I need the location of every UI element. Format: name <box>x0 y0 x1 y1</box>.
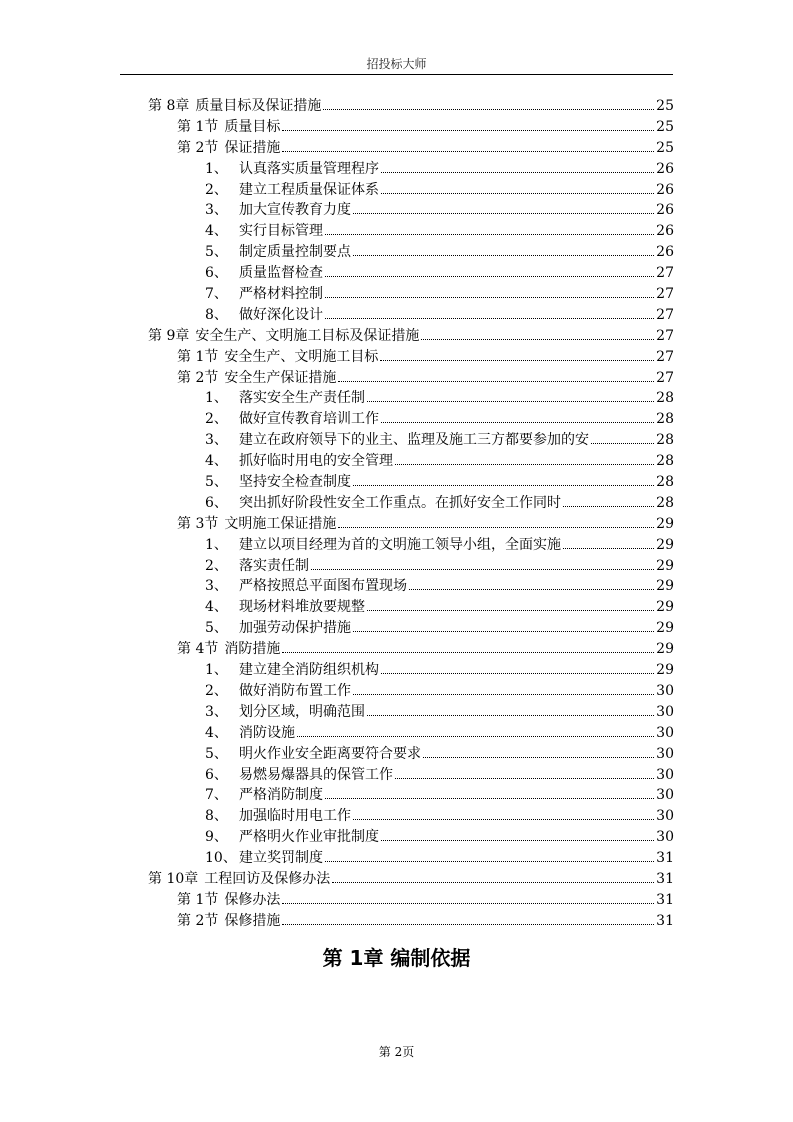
toc-entry-page: 29 <box>656 641 674 658</box>
toc-entry[interactable] <box>148 848 674 869</box>
toc-entry-page: 28 <box>656 494 674 511</box>
toc-entry[interactable] <box>148 556 674 577</box>
toc-leader-dots <box>591 443 654 444</box>
toc-entry-number: 6、 <box>205 766 228 783</box>
toc-entry[interactable] <box>148 911 674 932</box>
toc-leader-dots <box>421 339 654 340</box>
toc-entry-page: 25 <box>656 139 674 156</box>
toc-entry-label <box>205 305 323 326</box>
toc-entry[interactable] <box>148 660 674 681</box>
toc-entry-label <box>205 681 351 702</box>
toc-leader-dots <box>380 360 654 361</box>
toc-entry-number: 1、 <box>205 160 228 177</box>
toc-leader-dots <box>353 485 654 486</box>
toc-entry-title: 做好深化设计 <box>239 306 323 323</box>
toc-entry-page: 30 <box>656 745 674 762</box>
toc-entry-label <box>205 618 351 639</box>
toc-entry[interactable] <box>148 765 674 786</box>
toc-entry-label <box>177 347 378 368</box>
toc-entry-title: 现场材料堆放要规整 <box>239 599 365 616</box>
toc-entry-title: 加强劳动保护措施 <box>239 620 351 637</box>
toc-entry-label <box>205 200 351 221</box>
toc-entry[interactable] <box>148 744 674 765</box>
toc-entry-page: 29 <box>656 599 674 616</box>
toc-entry-page: 28 <box>656 390 674 407</box>
toc-entry-title: 严格按照总平面图布置现场 <box>239 578 407 595</box>
toc-entry[interactable] <box>148 284 674 305</box>
toc-entry[interactable] <box>148 451 674 472</box>
toc-entry[interactable] <box>148 200 674 221</box>
toc-entry[interactable] <box>148 180 674 201</box>
toc-entry-page: 26 <box>656 160 674 177</box>
toc-entry-page: 30 <box>656 682 674 699</box>
toc-entry-label <box>205 576 407 597</box>
toc-leader-dots <box>282 130 654 131</box>
toc-entry-label <box>205 263 323 284</box>
toc-leader-dots <box>367 610 654 611</box>
toc-entry-number: 2、 <box>205 411 228 428</box>
toc-entry-title: 加强临时用电工作 <box>239 808 351 825</box>
toc-leader-dots <box>395 464 654 465</box>
toc-entry-number: 5、 <box>205 244 228 261</box>
toc-entry-label <box>205 284 323 305</box>
toc-leader-dots <box>325 861 654 862</box>
toc-entry-number: 第 3节 <box>177 515 219 532</box>
toc-entry-title: 严格消防制度 <box>239 787 323 804</box>
toc-entry[interactable] <box>148 347 674 368</box>
toc-leader-dots <box>353 213 654 214</box>
toc-entry[interactable] <box>148 827 674 848</box>
toc-leader-dots <box>563 506 654 507</box>
toc-entry-number: 9、 <box>205 829 228 846</box>
toc-entry-number: 第 1节 <box>177 348 219 365</box>
toc-entry-title: 安全生产、文明施工目标及保证措施 <box>195 327 420 344</box>
toc-entry-label <box>205 221 323 242</box>
toc-entry-title: 实行目标管理 <box>239 223 323 240</box>
toc-leader-dots <box>367 401 654 402</box>
toc-entry-label <box>177 368 336 389</box>
toc-entry-title: 坚持安全检查制度 <box>239 474 351 491</box>
toc-entry-title: 易燃易爆器具的保管工作 <box>239 766 393 783</box>
toc-entry-page: 31 <box>656 870 674 887</box>
toc-entry[interactable] <box>148 576 674 597</box>
toc-entry-title: 认真落实质量管理程序 <box>239 160 379 177</box>
toc-entry-title: 加大宣传教育力度 <box>239 202 351 219</box>
toc-entry-page: 30 <box>656 766 674 783</box>
toc-entry-page: 28 <box>656 453 674 470</box>
toc-entry-page: 29 <box>656 578 674 595</box>
toc-leader-dots <box>282 903 654 904</box>
toc-entry-title: 明火作业安全距离要符合要求 <box>239 745 421 762</box>
toc-entry-title: 安全生产保证措施 <box>224 369 337 386</box>
toc-entry[interactable] <box>148 409 674 430</box>
toc-leader-dots <box>325 297 654 298</box>
toc-entry-label <box>148 326 419 347</box>
toc-leader-dots <box>332 882 654 883</box>
toc-entry[interactable] <box>148 388 674 409</box>
toc-entry-page: 27 <box>656 369 674 386</box>
toc-leader-dots <box>282 151 654 152</box>
toc-entry[interactable] <box>148 869 674 890</box>
toc-entry-title: 严格材料控制 <box>239 286 323 303</box>
toc-entry-page: 27 <box>656 348 674 365</box>
toc-entry-number: 5、 <box>205 745 228 762</box>
toc-entry-number: 第 2节 <box>177 369 219 386</box>
toc-entry-label <box>205 493 561 514</box>
toc-leader-dots <box>311 569 654 570</box>
toc-entry[interactable] <box>148 723 674 744</box>
toc-entry-page: 27 <box>656 306 674 323</box>
toc-entry-page: 26 <box>656 244 674 261</box>
toc-entry[interactable] <box>148 618 674 639</box>
toc-entry[interactable] <box>148 159 674 180</box>
toc-leader-dots <box>381 422 654 423</box>
page-header: 招投标大师 <box>366 57 427 71</box>
toc-entry-number: 第 8章 <box>148 98 190 114</box>
toc-entry[interactable] <box>148 472 674 493</box>
toc-entry-number: 7、 <box>205 787 228 804</box>
toc-entry-title: 工程回访及保修办法 <box>204 870 331 887</box>
toc-entry-page: 26 <box>656 181 674 198</box>
toc-leader-dots <box>353 255 654 256</box>
toc-leader-dots <box>381 172 654 173</box>
toc-entry-number: 7、 <box>205 286 228 303</box>
toc-entry-label <box>205 242 351 263</box>
toc-entry-title: 质量监督检查 <box>239 265 323 282</box>
toc-entry[interactable] <box>148 96 674 117</box>
toc-entry[interactable] <box>148 639 674 660</box>
toc-leader-dots <box>325 234 654 235</box>
toc-entry-label <box>177 890 280 911</box>
header-divider <box>120 74 673 75</box>
toc-entry-page: 29 <box>656 620 674 637</box>
toc-entry-label <box>205 597 365 618</box>
toc-entry-number: 4、 <box>205 599 228 616</box>
toc-entry-label <box>205 765 393 786</box>
toc-entry-title: 划分区域，明确范围 <box>239 703 365 720</box>
toc-entry-page: 30 <box>656 787 674 804</box>
toc-leader-dots <box>353 631 654 632</box>
toc-entry[interactable] <box>148 890 674 911</box>
toc-entry[interactable] <box>148 305 674 326</box>
toc-entry-label <box>177 138 280 159</box>
toc-entry-number: 10、 <box>205 850 237 867</box>
toc-entry-number: 4、 <box>205 724 228 741</box>
toc-entry-label <box>205 785 323 806</box>
toc-entry[interactable] <box>148 493 674 514</box>
toc-entry-number: 3、 <box>205 432 228 449</box>
toc-entry-page: 28 <box>656 411 674 428</box>
toc-entry-page: 29 <box>656 515 674 532</box>
toc-entry-label <box>205 388 365 409</box>
toc-entry-title: 保修措施 <box>224 912 281 929</box>
toc-entry-title: 建立奖罚制度 <box>239 850 323 867</box>
toc-entry-number: 第 1节 <box>177 891 219 908</box>
toc-entry-title: 建立以项目经理为首的文明施工领导小组，全面实施 <box>239 536 561 553</box>
toc-leader-dots <box>282 652 654 653</box>
toc-entry-number: 3、 <box>205 703 228 720</box>
toc-entry[interactable] <box>148 368 674 389</box>
toc-entry-label <box>177 911 280 932</box>
toc-entry-title: 建立工程质量保证体系 <box>239 181 379 198</box>
toc-entry-page: 31 <box>656 912 674 929</box>
toc-entry-number: 第 10章 <box>148 870 199 887</box>
toc-entry-page: 27 <box>656 286 674 303</box>
toc-entry-label <box>205 556 309 577</box>
toc-entry-page: 30 <box>656 703 674 720</box>
toc-entry-number: 4、 <box>205 453 228 470</box>
toc-entry-label <box>205 723 295 744</box>
toc-entry-page: 29 <box>656 557 674 574</box>
toc-entry-title: 突出抓好阶段性安全工作重点。在抓好安全工作同时 <box>239 494 561 511</box>
toc-entry-label <box>177 514 336 535</box>
toc-entry-number: 2、 <box>205 181 228 198</box>
toc-entry-page: 27 <box>656 265 674 282</box>
toc-leader-dots <box>325 276 654 277</box>
chapter-heading: 第 1章 编制依据 <box>322 946 471 970</box>
toc-entry[interactable] <box>148 702 674 723</box>
toc-entry-label <box>205 409 379 430</box>
table-of-contents <box>148 96 674 932</box>
toc-entry-page: 26 <box>656 223 674 240</box>
toc-entry-page: 30 <box>656 724 674 741</box>
toc-entry-title: 建立建全消防组织机构 <box>239 662 379 679</box>
toc-leader-dots <box>381 840 654 841</box>
toc-entry-page: 30 <box>656 808 674 825</box>
toc-entry-page: 31 <box>656 891 674 908</box>
toc-entry-page: 29 <box>656 536 674 553</box>
toc-entry-label <box>205 806 351 827</box>
toc-entry-page: 28 <box>656 474 674 491</box>
toc-leader-dots <box>367 715 654 716</box>
toc-entry-title: 做好消防布置工作 <box>239 682 351 699</box>
toc-leader-dots <box>395 778 654 779</box>
toc-entry-title: 消防措施 <box>224 641 281 658</box>
toc-entry[interactable] <box>148 430 674 451</box>
toc-entry-title: 落实安全生产责任制 <box>239 390 365 407</box>
toc-entry-title: 文明施工保证措施 <box>224 515 337 532</box>
toc-entry-page: 30 <box>656 829 674 846</box>
toc-entry[interactable] <box>148 263 674 284</box>
toc-entry[interactable] <box>148 785 674 806</box>
toc-entry-label <box>205 744 421 765</box>
toc-entry[interactable] <box>148 117 674 138</box>
toc-entry-number: 1、 <box>205 390 228 407</box>
toc-leader-dots <box>338 527 654 528</box>
toc-entry-number: 1、 <box>205 536 228 553</box>
toc-entry-title: 抓好临时用电的安全管理 <box>239 453 393 470</box>
toc-entry-number: 第 2节 <box>177 139 219 156</box>
toc-entry-label <box>205 702 365 723</box>
toc-leader-dots <box>353 819 654 820</box>
toc-entry-label <box>205 848 323 869</box>
toc-entry-number: 5、 <box>205 620 228 637</box>
toc-entry-label <box>177 639 280 660</box>
toc-leader-dots <box>325 798 654 799</box>
toc-entry-page: 31 <box>656 850 674 867</box>
toc-entry[interactable] <box>148 138 674 159</box>
toc-leader-dots <box>563 548 654 549</box>
toc-leader-dots <box>323 109 654 110</box>
toc-entry[interactable] <box>148 326 674 347</box>
toc-entry-number: 8、 <box>205 306 228 323</box>
toc-entry[interactable] <box>148 242 674 263</box>
toc-entry[interactable] <box>148 806 674 827</box>
toc-entry-number: 3、 <box>205 202 228 219</box>
toc-entry-title: 建立在政府领导下的业主、监理及施工三方都要参加的安 <box>239 432 589 449</box>
toc-leader-dots <box>353 694 654 695</box>
toc-entry-page: 26 <box>656 202 674 219</box>
toc-entry-title: 保证措施 <box>224 139 281 156</box>
toc-entry-number: 6、 <box>205 494 228 511</box>
toc-entry-title: 制定质量控制要点 <box>239 244 351 261</box>
toc-leader-dots <box>325 318 654 319</box>
toc-leader-dots <box>338 381 654 382</box>
toc-entry-page: 27 <box>656 327 674 344</box>
toc-entry[interactable] <box>148 221 674 242</box>
toc-entry-number: 1、 <box>205 662 228 679</box>
toc-entry-page: 28 <box>656 432 674 449</box>
toc-entry-number: 第 2节 <box>177 912 219 929</box>
toc-entry-title: 质量目标 <box>224 118 281 135</box>
toc-entry-number: 2、 <box>205 682 228 699</box>
toc-entry-page: 25 <box>656 118 674 135</box>
toc-entry-label <box>205 451 393 472</box>
toc-leader-dots <box>297 736 654 737</box>
toc-entry-title: 消防设施 <box>239 724 295 741</box>
toc-entry[interactable] <box>148 681 674 702</box>
toc-leader-dots <box>409 589 654 590</box>
toc-entry-number: 8、 <box>205 808 228 825</box>
toc-entry-label <box>205 660 379 681</box>
toc-entry-label <box>205 430 589 451</box>
toc-entry-title: 做好宣传教育培训工作 <box>239 411 379 428</box>
toc-entry-number: 6、 <box>205 265 228 282</box>
toc-entry-number: 2、 <box>205 557 228 574</box>
toc-entry[interactable] <box>148 597 674 618</box>
toc-leader-dots <box>423 757 654 758</box>
toc-entry-number: 5、 <box>205 474 228 491</box>
toc-entry-label <box>148 96 321 117</box>
toc-entry[interactable] <box>148 514 674 535</box>
toc-entry-label <box>205 535 561 556</box>
toc-entry-number: 4、 <box>205 223 228 240</box>
toc-entry-number: 第 1节 <box>177 118 219 135</box>
toc-entry-number: 第 4节 <box>177 641 219 658</box>
toc-entry-label <box>177 117 280 138</box>
toc-entry-number: 3、 <box>205 578 228 595</box>
toc-entry-label <box>205 159 379 180</box>
toc-entry-page: 25 <box>656 98 674 114</box>
page-footer: 第 2页 <box>378 1045 415 1059</box>
toc-entry-title: 安全生产、文明施工目标 <box>224 348 379 365</box>
toc-entry-label <box>205 180 379 201</box>
toc-entry-label <box>205 472 351 493</box>
toc-leader-dots <box>381 673 654 674</box>
toc-entry-label <box>205 827 379 848</box>
toc-entry-page: 29 <box>656 662 674 679</box>
toc-leader-dots <box>282 924 654 925</box>
toc-entry-title: 落实责任制 <box>239 557 309 574</box>
toc-entry-label <box>148 869 330 890</box>
toc-entry[interactable] <box>148 535 674 556</box>
toc-entry-title: 保修办法 <box>224 891 281 908</box>
toc-leader-dots <box>381 193 654 194</box>
toc-entry-title: 质量目标及保证措施 <box>195 98 322 114</box>
toc-entry-title: 严格明火作业审批制度 <box>239 829 379 846</box>
toc-entry-number: 第 9章 <box>148 327 190 344</box>
